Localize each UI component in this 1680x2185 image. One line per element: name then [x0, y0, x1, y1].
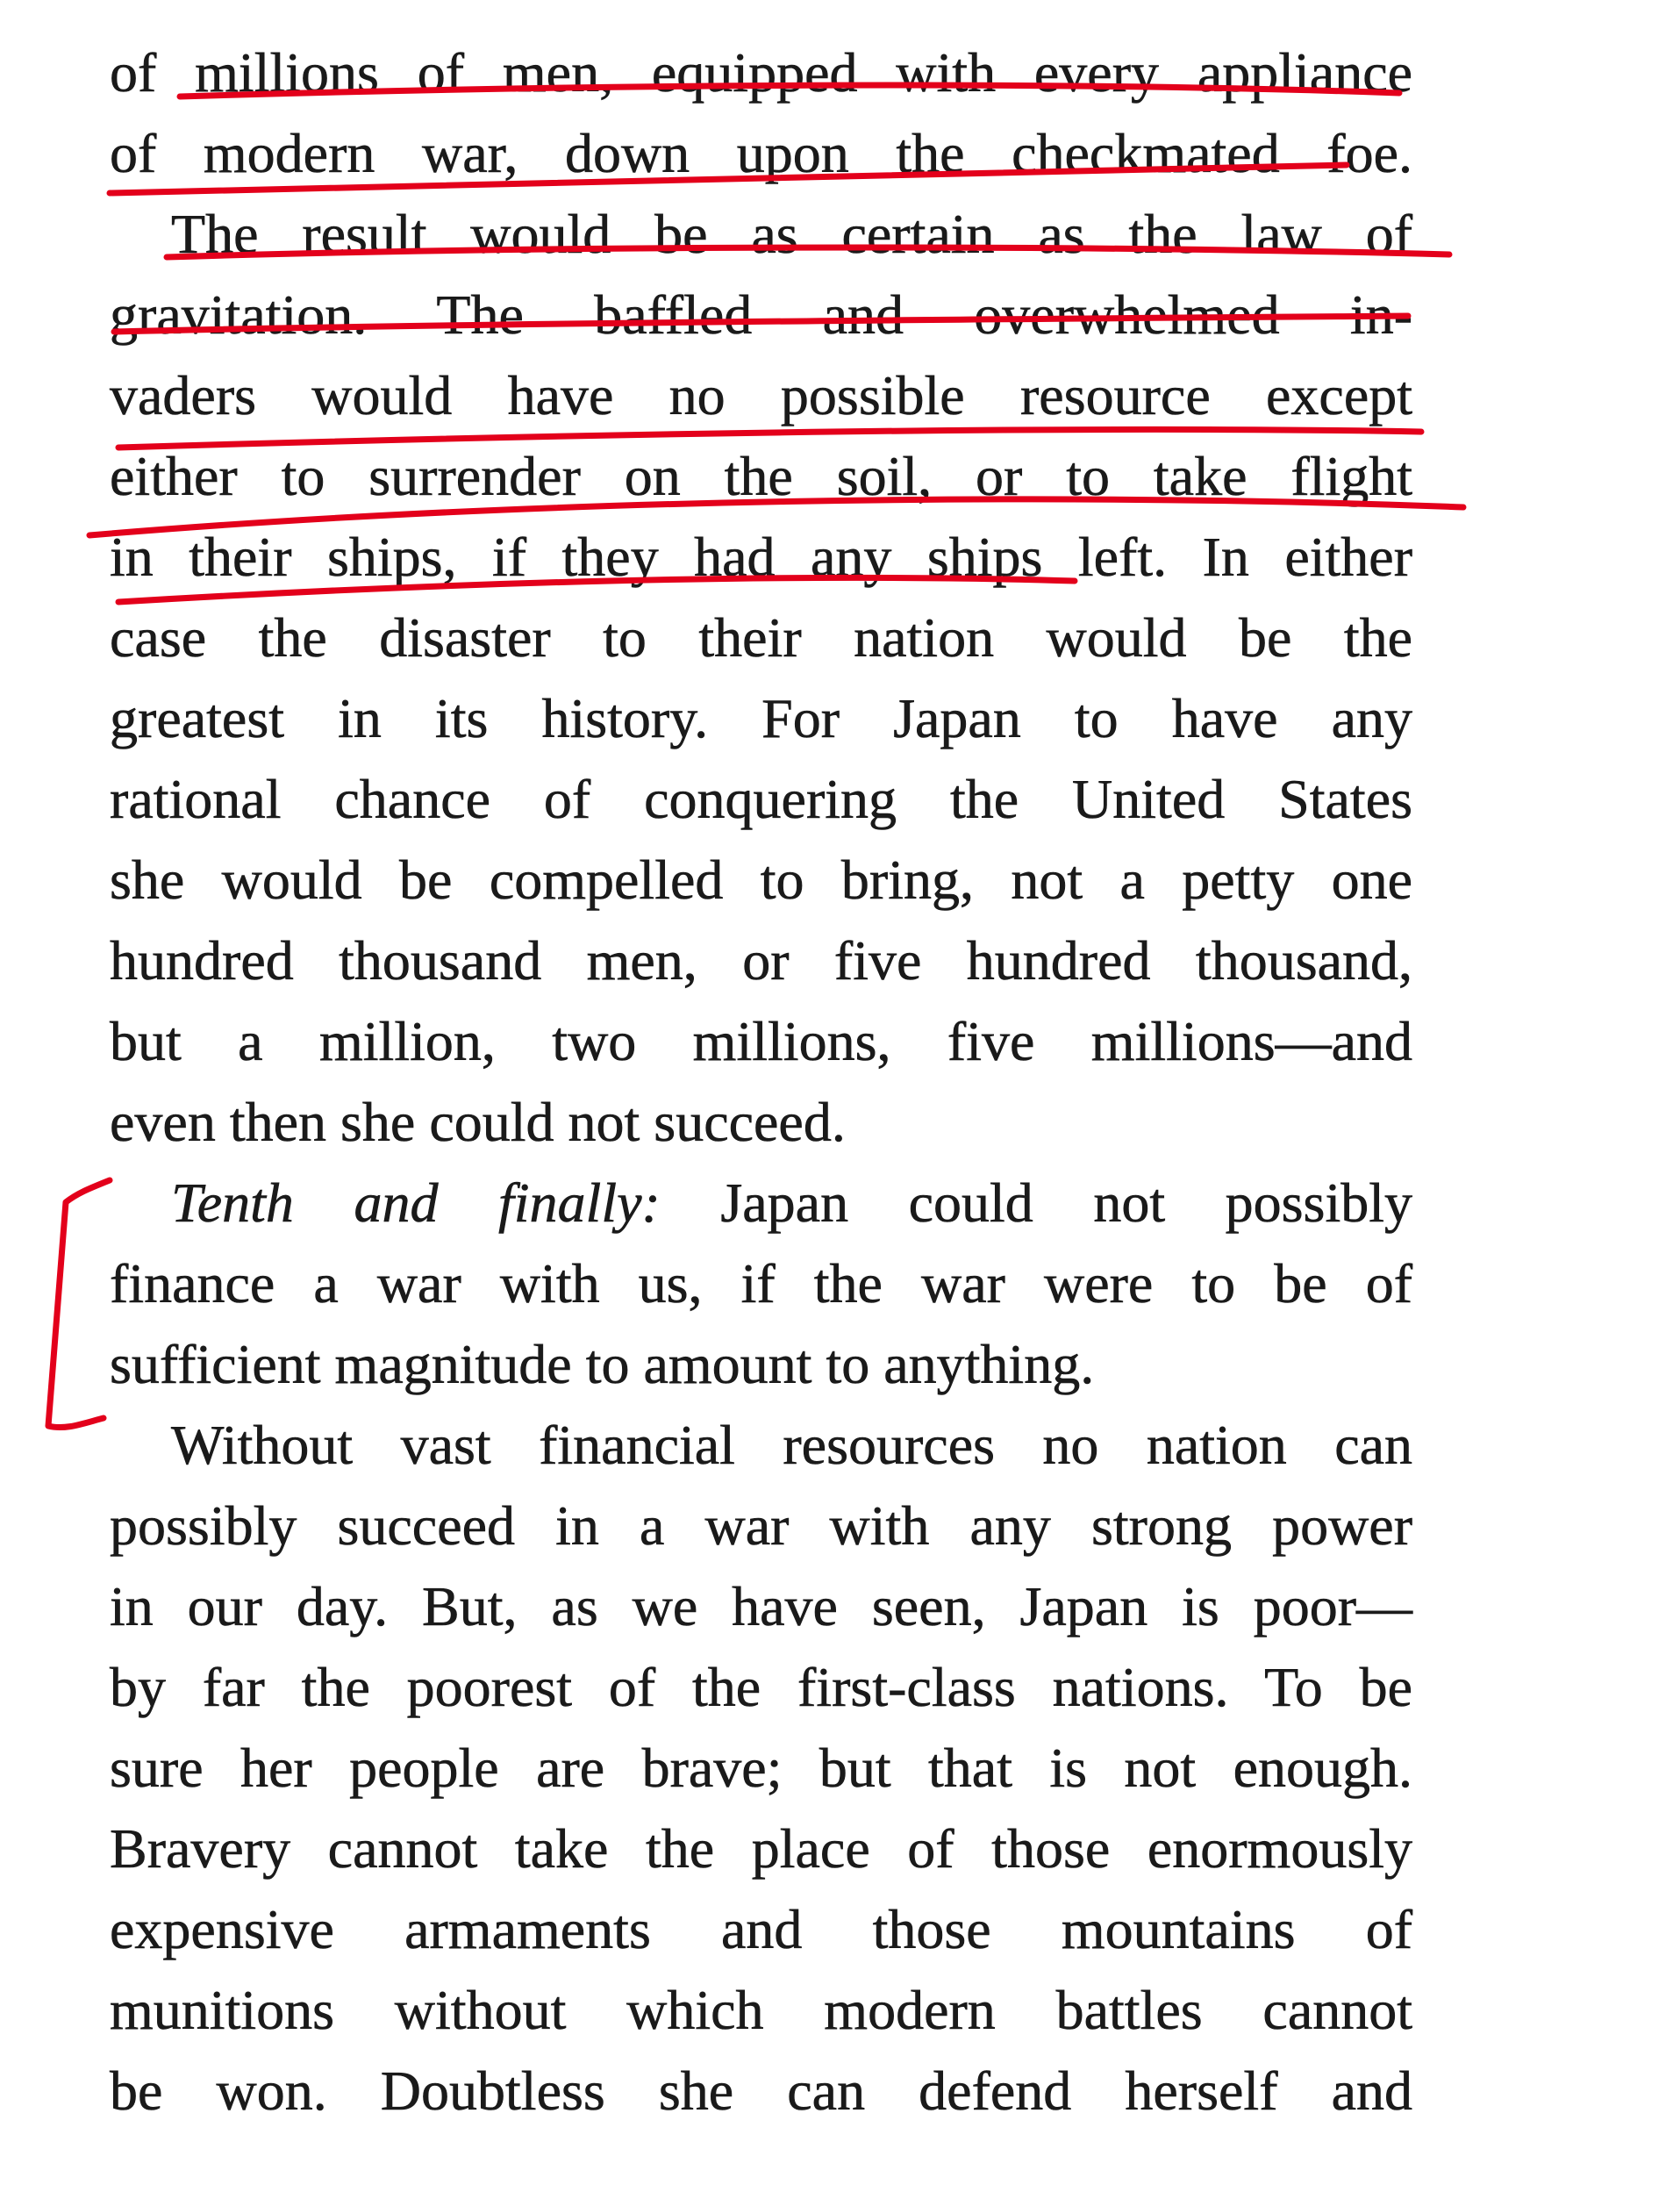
section-lead-italic: Tenth and finally:: [171, 1171, 661, 1234]
text-line: rational chance of conquering the United States: [110, 768, 1412, 830]
paragraph-start-line: Without vast financial resources no nation can: [171, 1414, 1412, 1476]
text-line: Bravery cannot take the place of those enormously: [110, 1817, 1412, 1880]
text-line: but a million, two millions, five millions—and: [110, 1010, 1412, 1072]
text-span: Japan could not possibly: [660, 1171, 1412, 1234]
text-line: gravitation. The baffled and overwhelmed in-: [110, 283, 1412, 346]
text-line: munitions without which modern battles cannot: [110, 1979, 1412, 2041]
text-line: possibly succeed in a war with any strong power: [110, 1494, 1412, 1557]
text-line: in our day. But, as we have seen, Japan is poor—: [110, 1575, 1412, 1637]
text-line: hundred thousand men, or five hundred thousand,: [110, 929, 1412, 992]
text-line: be won. Doubtless she can defend herself and: [110, 2060, 1412, 2122]
text-line: even then she could not succeed.: [110, 1091, 846, 1153]
paragraph-start-line: [171, 1163, 1412, 1243]
margin-bracket: [48, 1180, 110, 1428]
paragraph-start-line: The result would be as certain as the law of: [171, 203, 1412, 265]
text-line: by far the poorest of the first-class nations. To be: [110, 1656, 1412, 1718]
text-line: finance a war with us, if the war were to be of: [110, 1252, 1412, 1315]
text-line: in their ships, if they had any ships left. In either: [110, 526, 1412, 588]
text-line: vaders would have no possible resource except: [110, 364, 1412, 426]
text-line: greatest in its history. For Japan to have any: [110, 687, 1412, 749]
text-line: expensive armaments and those mountains of: [110, 1898, 1412, 1960]
text-line: case the disaster to their nation would be the: [110, 606, 1412, 669]
text-line: sure her people are brave; but that is not enough.: [110, 1737, 1412, 1799]
text-line: either to surrender on the soil, or to take flight: [110, 445, 1412, 507]
text-line: she would be compelled to bring, not a petty one: [110, 849, 1412, 911]
text-line: sufficient magnitude to amount to anything.: [110, 1333, 1095, 1395]
text-line: of millions of men, equipped with every appliance: [110, 41, 1412, 104]
text-line: of modern war, down upon the checkmated foe.: [110, 122, 1412, 184]
